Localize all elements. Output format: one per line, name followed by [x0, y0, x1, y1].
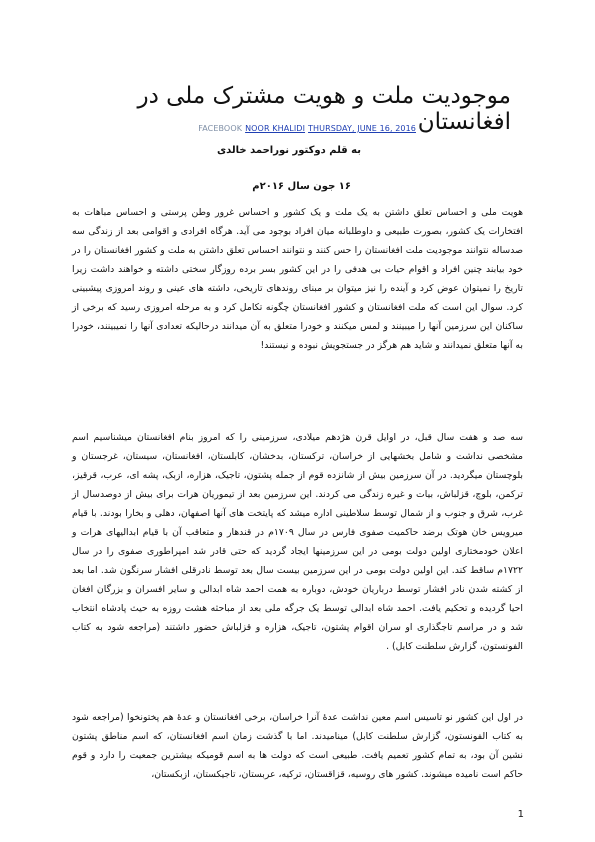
paragraph-2: سه صد و هفت سال قبل، در اوایل قرن هژدهم میلادی، سرزمینی را که امروز بنام افغانستان میشناسیم اسم مشخصی نداشت و شامل بخشهایی از خراسان، ترکستان، بدخشان، کابلستان، افغانستان، سیستان، غرجستان و بلوچستان میگردید. در آن سرزمین بیش از شانزده قوم از جمله پشتون، تاجیک، هزاره، ازبک، پشه ای، عرب، قرقیز، ترکمن، بلوچ، قزلباش، بیات و غیره زندگی می کردند. این سرزمین بعد از تیموریان هرات برای بیش از دوصدسال از غرب، شرق و جنوب و از شمال توسط سلاطینی اداره میشد که پایتخت های آنها اصفهان، دهلی و بخارا بودند. با قیام میرویس خان هوتک برضد حاکمیت صفوی فارس در سال ۱۷۰۹م در قندهار و متعاقب آن با قیام ابدالیهای هرات و اعلان خودمختاری اولین دولت بومی در این سرزمینها ایجاد گردید که حتی قادر شد امپراطوری صفوی را در سال ۱۷۲۲م ساقط کند. این اولین دولت بومی در این سرزمین بیست سال بعد توسط نادرقلی افشار سرنگون شد. اما بعد از کشته شدن نادر افشار توسط درباریان خودش، دوباره به همت احمد شاه ابدالی و سایر افسران و بزرگان افغان احیا گردیده و تحکیم یافت. احمد شاه ابدالی توسط یک جرگه ملی بعد از مباحثه هشت روزه به حیث پادشاه انتخاب شد و در مراسم تاجگذاری او سران اقوام پشتون، تاجیک، هزاره و قزلباش حضور داشتند (مراجعه شود به کتاب الفونستون، گزارش سلطنت کابل) . [72, 432, 523, 652]
page-number: 1 [517, 809, 524, 820]
paragraph-1: هویت ملی و احساس تعلق داشتن به یک ملت و یک کشور و احساس غرور وطن پرستی و احساس مباهات به افتخارات یک کشور، بصورت طبیعی و داوطلبانه میان افراد بوجود می آید. هرگاه افرادی و اقوامی بعد از زندگی سه صدساله نتوانند موجودیت ملت افغانستان را حس کنند و نتوانند احساس تعلق داشتن به ملت و کشور افغانستان را در خود بیابند چنین افراد و اقوام حیات بی هدفی را در این کشور بسر برده روزگار سختی داشته و خواهند داشت زیرا تاریخ را نمیتوان عوض کرد و آینده را نیز میتوان بر مبنای روندهای تاریخی، داشته های عینی و روند امروزی پیشبینی کرد. سوال این است که ملت افغانستان و کشور افغانستان چگونه تکامل کرد و به مرحله امروزی رسید که برخی از ساکنان این سرزمین آنها را میبینند و لمس میکنند و خودرا متعلق به آن میدانند درحالیکه تعدادی آنها را نمیبینند، خودرا به آنها متعلق نمیدانند و شاید هم هرگز در جستجویش نبوده و نیستند! [72, 207, 523, 351]
author-link[interactable]: NOOR KHALIDI [245, 124, 306, 133]
source-label: FACEBOOK [198, 124, 243, 133]
author-byline: به قلم دوکتور نوراحمد خالدی [216, 145, 361, 156]
paragraph-3: در اول این کشور نو تاسیس اسم معین نداشت عدهٔ آنرا خراسان، برخی افغانستان و عدهٔ هم پختونخوا (مراجعه شود به کتاب الفونستون، گزارش سلطنت کابل) مینامیدند. اما با گذشت زمان اسم افغانستان، که اسم مناطق پشتون نشین آن بود، به تمام کشور تعمیم یافت. طبیعی است که دولت ها به اسم قومیکه بیشترین جمعیت را دارد و قوم حاکم است نامیده میشوند. کشور های روسیه، قزاقستان، ترکیه، عربستان، تاجیکستان، ازبکستان، [72, 712, 523, 780]
post-meta [40, 124, 419, 133]
date-link[interactable]: THURSDAY, JUNE 16, 2016 [308, 124, 416, 133]
page-title: موجودیت ملت و هویت مشترک ملی در افغانستان [137, 83, 511, 135]
article-date: ۱۶ جون سال ۲۰۱۶م [252, 181, 351, 192]
